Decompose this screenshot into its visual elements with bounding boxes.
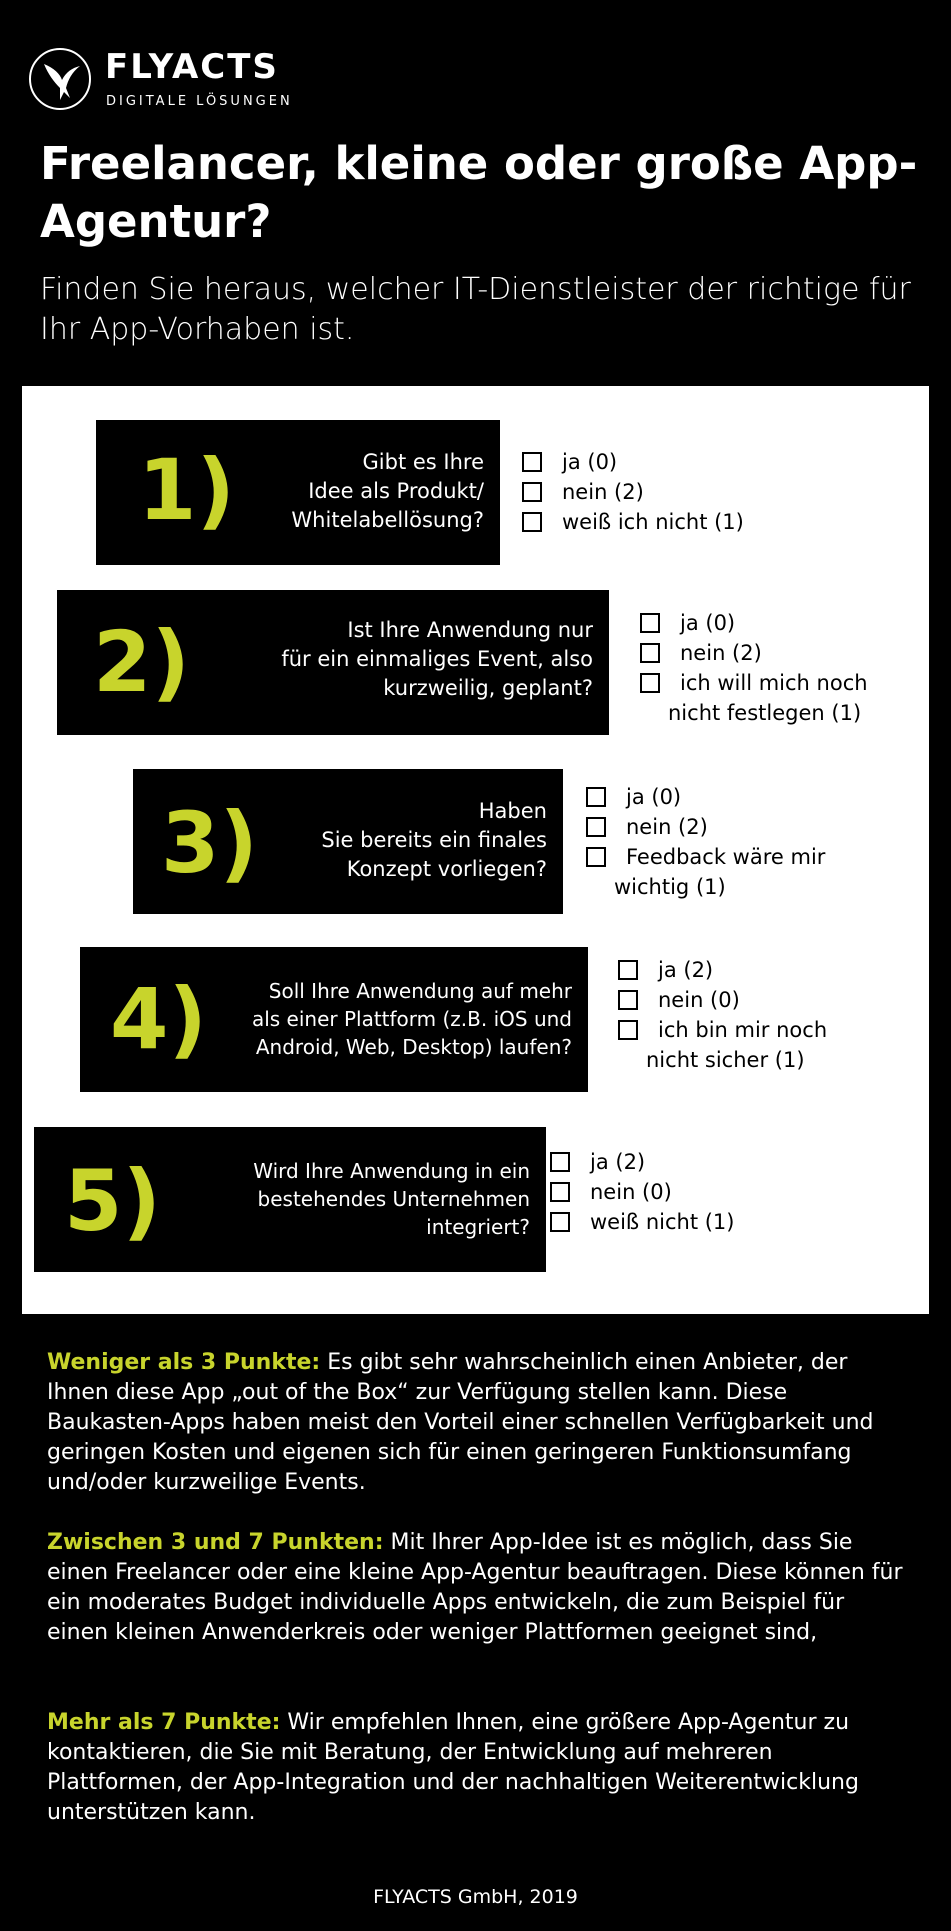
- option-label: ja (2): [590, 1150, 646, 1174]
- brand-name: FLYACTS: [105, 47, 279, 87]
- option-label-continued: nicht festlegen (1): [668, 701, 862, 725]
- option-label: ja (0): [680, 611, 736, 635]
- checkbox[interactable]: [640, 673, 660, 693]
- question-4-box: [80, 947, 588, 1092]
- option-label-continued: wichtig (1): [614, 875, 726, 899]
- question-5-text: [190, 1157, 530, 1241]
- brand-tagline: DIGITALE LÖSUNGEN: [106, 94, 293, 109]
- question-2-line: für ein einmaliges Event, also: [281, 647, 593, 671]
- checkbox[interactable]: [586, 847, 606, 867]
- option-label: ja (0): [626, 785, 682, 809]
- question-5-line: integriert?: [426, 1215, 530, 1239]
- checkbox[interactable]: [522, 452, 542, 472]
- option-label: ja (2): [658, 958, 714, 982]
- question-1-line: Idee als Produkt/: [308, 479, 484, 503]
- checkbox-option[interactable]: [586, 782, 825, 812]
- checkbox-option[interactable]: [550, 1177, 735, 1207]
- question-1-box: [96, 420, 500, 565]
- option-label: nein (2): [626, 815, 708, 839]
- checkbox[interactable]: [522, 482, 542, 502]
- question-2-number: 2): [93, 613, 190, 711]
- question-3-options: [586, 782, 825, 902]
- question-5-line: bestehendes Unternehmen: [257, 1187, 530, 1211]
- option-label: ich will mich noch: [680, 671, 868, 695]
- question-2-line: kurzweilig, geplant?: [383, 676, 593, 700]
- question-3-line: Konzept vorliegen?: [346, 857, 547, 881]
- checkbox[interactable]: [618, 990, 638, 1010]
- checkbox-option[interactable]: [522, 507, 744, 537]
- checkbox-option[interactable]: [522, 447, 744, 477]
- result-low-label: Weniger als 3 Punkte:: [47, 1350, 321, 1375]
- option-label: nein (2): [680, 641, 762, 665]
- quiz-panel: [22, 386, 929, 1314]
- option-label: nein (2): [562, 480, 644, 504]
- footer-copyright: FLYACTS GmbH, 2019: [373, 1886, 578, 1908]
- checkbox[interactable]: [522, 512, 542, 532]
- option-label: nein (0): [658, 988, 740, 1012]
- checkbox-option[interactable]: [550, 1207, 735, 1237]
- checkbox[interactable]: [550, 1212, 570, 1232]
- checkbox[interactable]: [618, 1020, 638, 1040]
- question-5-line: Wird Ihre Anwendung in ein: [253, 1159, 530, 1183]
- checkbox-option[interactable]: [618, 955, 827, 985]
- checkbox[interactable]: [550, 1152, 570, 1172]
- page-title: Freelancer, kleine oder große App-Agentur?: [40, 137, 918, 248]
- checkbox[interactable]: [550, 1182, 570, 1202]
- option-label: weiß nicht (1): [590, 1210, 735, 1234]
- checkbox-option[interactable]: [522, 477, 744, 507]
- result-high-text: Wir empfehlen Ihnen, eine größere App-Agentur zu kontaktieren, die Sie mit Beratung, der Entwicklung auf mehreren Plattformen, der App-Integration und der nachhaltigen Weiterentwicklung unterstützen kann.: [47, 1710, 859, 1825]
- checkbox-option[interactable]: [640, 668, 868, 698]
- question-3-line: Haben: [478, 799, 547, 823]
- question-4-number: 4): [110, 970, 207, 1068]
- question-4-text: [212, 977, 572, 1061]
- question-3-line: Sie bereits ein finales: [321, 828, 547, 852]
- result-mid: [47, 1528, 907, 1648]
- question-1-text: [224, 448, 484, 535]
- option-label: Feedback wäre mir: [626, 845, 826, 869]
- checkbox[interactable]: [586, 787, 606, 807]
- question-2-text: [213, 616, 593, 703]
- question-3-text: [287, 797, 547, 884]
- checkbox-option[interactable]: [640, 608, 868, 638]
- question-3-box: [133, 769, 563, 914]
- question-4-line: als einer Plattform (z.B. iOS und: [251, 1007, 572, 1031]
- checkbox-option[interactable]: [640, 638, 868, 668]
- result-mid-text: Mit Ihrer App-Idee ist es möglich, dass Sie einen Freelancer oder eine kleine App-Agentur beauftragen. Diese können für ein moderates Budget individuelle Apps entwickeln, die zum Beispiel für einen kleinen Anwenderkreis oder weniger Plattformen geeignet sind,: [47, 1530, 903, 1645]
- question-2-box: [57, 590, 609, 735]
- question-5-box: [34, 1127, 546, 1272]
- checkbox-option[interactable]: [586, 842, 825, 872]
- result-high-label: Mehr als 7 Punkte:: [47, 1710, 281, 1735]
- question-5-number: 5): [64, 1152, 161, 1250]
- result-low-text: Es gibt sehr wahrscheinlich einen Anbieter, der Ihnen diese App „out of the Box“ zur Verfügung stellen kann. Diese Baukasten-Apps haben meist den Vorteil einer schnellen Verfügbarkeit und geringen Kosten und eigenen sich für einen geringeren Funktionsumfang und/oder kurzweilige Events.: [47, 1350, 874, 1495]
- question-1-number: 1): [138, 441, 235, 539]
- result-high: [47, 1708, 907, 1828]
- question-4-line: Soll Ihre Anwendung auf mehr: [268, 979, 572, 1003]
- option-label: ja (0): [562, 450, 618, 474]
- checkbox-option[interactable]: [550, 1147, 735, 1177]
- question-4-line: Android, Web, Desktop) laufen?: [255, 1035, 572, 1059]
- checkbox[interactable]: [640, 613, 660, 633]
- question-1-line: Gibt es Ihre: [362, 450, 484, 474]
- option-label: weiß ich nicht (1): [562, 510, 744, 534]
- result-mid-label: Zwischen 3 und 7 Punkten:: [47, 1530, 384, 1555]
- checkbox[interactable]: [586, 817, 606, 837]
- bird-logo-icon: [29, 48, 91, 110]
- option-label: nein (0): [590, 1180, 672, 1204]
- question-5-options: [550, 1147, 735, 1237]
- checkbox-option[interactable]: [618, 985, 827, 1015]
- question-1-line: Whitelabellösung?: [291, 508, 484, 532]
- result-low: [47, 1348, 907, 1498]
- checkbox-option[interactable]: [618, 1015, 827, 1045]
- question-2-line: Ist Ihre Anwendung nur: [347, 618, 593, 642]
- question-4-options: [618, 955, 827, 1075]
- checkbox-option[interactable]: [586, 812, 825, 842]
- checkbox[interactable]: [618, 960, 638, 980]
- question-2-options: [640, 608, 868, 728]
- question-3-number: 3): [161, 794, 258, 892]
- option-label-continued: nicht sicher (1): [646, 1048, 805, 1072]
- question-1-options: [522, 447, 744, 537]
- checkbox[interactable]: [640, 643, 660, 663]
- page-subtitle: Finden Sie heraus, welcher IT-Dienstleister der richtige für Ihr App-Vorhaben ist.: [40, 272, 911, 347]
- option-label: ich bin mir noch: [658, 1018, 828, 1042]
